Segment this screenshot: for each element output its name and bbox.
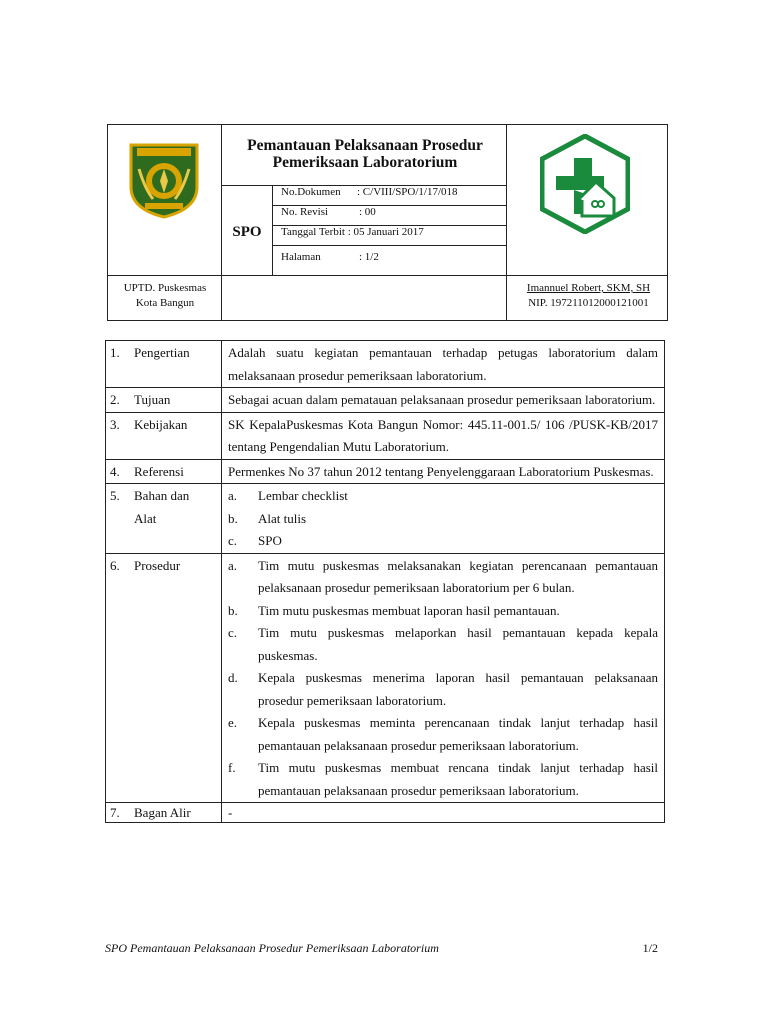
list-item: b. Alat tulis	[228, 510, 307, 526]
meta-tanggal-terbit: Tanggal Terbit : 05 Januari 2017	[281, 226, 424, 238]
footer-doc-title: SPO Pemantauan Pelaksanaan Prosedur Pemeriksaan Laboratorium	[105, 941, 439, 955]
section-label: Referensi	[134, 463, 184, 479]
table-row: 6. Prosedur a. Tim mutu puskesmas melaksanakan kegiatan perencanaan pemantauan pelaksanaan prosedur pemeriksaan laboratorium per 6 bulan. b. Tim mutu puskesmas membuat laporan hasil pemantauan. c. Tim mutu puskesmas melaporkan hasil pemantauan kepada kepala puskesmas. d. Kepala puskesmas menerima laporan hasil pemantauan pelaksanaan prosedur pemeriksaan laboratorium. e. Kepala puskesmas meminta perencanaan tindak lanjut terhadap hasil pemantauan pelaksanaan prosedur pemeriksaan laboratorium. f. Tim mutu puskesmas membuat rencana tindak lanjut terhadap hasil pemantauan pelaksanaan prosedur pemeriksaan laboratorium.	[106, 553, 665, 803]
header-divider	[108, 275, 668, 276]
list-item: e. Kepala puskesmas meminta perencanaan tindak lanjut terhadap hasil pemantauan pelaksanaan prosedur pemeriksaan laboratorium.	[228, 715, 658, 753]
health-cross-logo	[540, 134, 630, 234]
section-label: Prosedur	[134, 557, 181, 573]
table-row: 7. Bagan Alir -	[106, 803, 665, 823]
spo-content-table	[105, 340, 665, 823]
section-text: Adalah suatu kegiatan pemantauan terhadap petugas laboratorium dalam melaksanaan prosedur pemeriksaan laboratorium.	[222, 341, 665, 388]
document-title: Pemantauan Pelaksanaan Prosedur Pemeriksaan Laboratorium	[247, 137, 483, 171]
table-row: 5. Bahan dan Alat a. Lembar checklist b. Alat tulis c. SPO	[106, 484, 665, 554]
header-divider	[272, 185, 273, 275]
section-label: Pengertian	[134, 345, 190, 360]
section-text: Sebagai acuan dalam pematauan pelaksanaan prosedur pemeriksaan laboratorium.	[222, 388, 665, 413]
table-row: 3. Kebijakan SK KepalaPuskesmas Kota Bangun Nomor: 445.11-001.5/ 106 /PUSK-KB/2017 tentang Pengendalian Mutu Laboratorium.	[106, 412, 665, 459]
table-row: 2. Tujuan Sebagai acuan dalam pematauan pelaksanaan prosedur pemeriksaan laboratorium.	[106, 388, 665, 413]
signer-block	[508, 281, 669, 311]
signer-name: Imannuel Robert, SKM, SH	[526, 282, 651, 294]
section-label: Bagan Alir	[134, 805, 191, 820]
header-divider	[272, 245, 507, 246]
list-item: b. Tim mutu puskesmas membuat laporan hasil pemantauan.	[228, 602, 560, 618]
meta-no-revisi: No. Revisi : 00	[281, 206, 376, 218]
page-footer	[105, 941, 658, 956]
meta-no-dokumen: No.Dokumen : C/VIII/SPO/1/17/018	[281, 186, 458, 198]
table-row: 1. Pengertian Adalah suatu kegiatan pemantauan terhadap petugas laboratorium dalam melaksanaan prosedur pemeriksaan laboratorium.	[106, 341, 665, 388]
regency-emblem-logo	[127, 139, 201, 219]
section-list	[222, 484, 665, 554]
section-label: Kebijakan	[134, 416, 188, 432]
section-list	[222, 553, 665, 803]
list-item: c. SPO	[228, 533, 282, 548]
signer-nip: NIP. 197211012000121001	[528, 297, 649, 309]
section-text: -	[222, 803, 665, 823]
section-text: SK KepalaPuskesmas Kota Bangun Nomor: 445.11-001.5/ 106 /PUSK-KB/2017 tentang Pengendalian Mutu Laboratorium.	[222, 412, 665, 459]
list-item: a. Tim mutu puskesmas melaksanakan kegiatan perencanaan pemantauan pelaksanaan prosedur pemeriksaan laboratorium per 6 bulan.	[228, 557, 658, 595]
section-label: Tujuan	[134, 392, 171, 407]
list-item: c. Tim mutu puskesmas melaporkan hasil pemantauan kepada kepala puskesmas.	[228, 625, 658, 663]
list-item: f. Tim mutu puskesmas membuat rencana tindak lanjut terhadap hasil pemantauan pelaksanaan prosedur pemeriksaan laboratorium.	[228, 760, 658, 798]
unit-name: UPTD. Puskesmas Kota Bangun	[123, 282, 207, 309]
meta-halaman: Halaman : 1/2	[281, 251, 379, 263]
list-item: a. Lembar checklist	[228, 488, 348, 503]
section-text: Permenkes No 37 tahun 2012 tentang Penyelenggaraan Laboratorium Puskesmas.	[222, 459, 665, 484]
spo-label: SPO	[232, 224, 262, 240]
table-row: 4. Referensi Permenkes No 37 tahun 2012 tentang Penyelenggaraan Laboratorium Puskesmas.	[106, 459, 665, 484]
list-item: d. Kepala puskesmas menerima laporan hasil pemantauan pelaksanaan prosedur pemeriksaan laboratorium.	[228, 670, 658, 708]
document-header	[107, 124, 668, 321]
section-label: Bahan dan Alat	[134, 488, 190, 526]
page-number: 1/2	[642, 941, 658, 955]
